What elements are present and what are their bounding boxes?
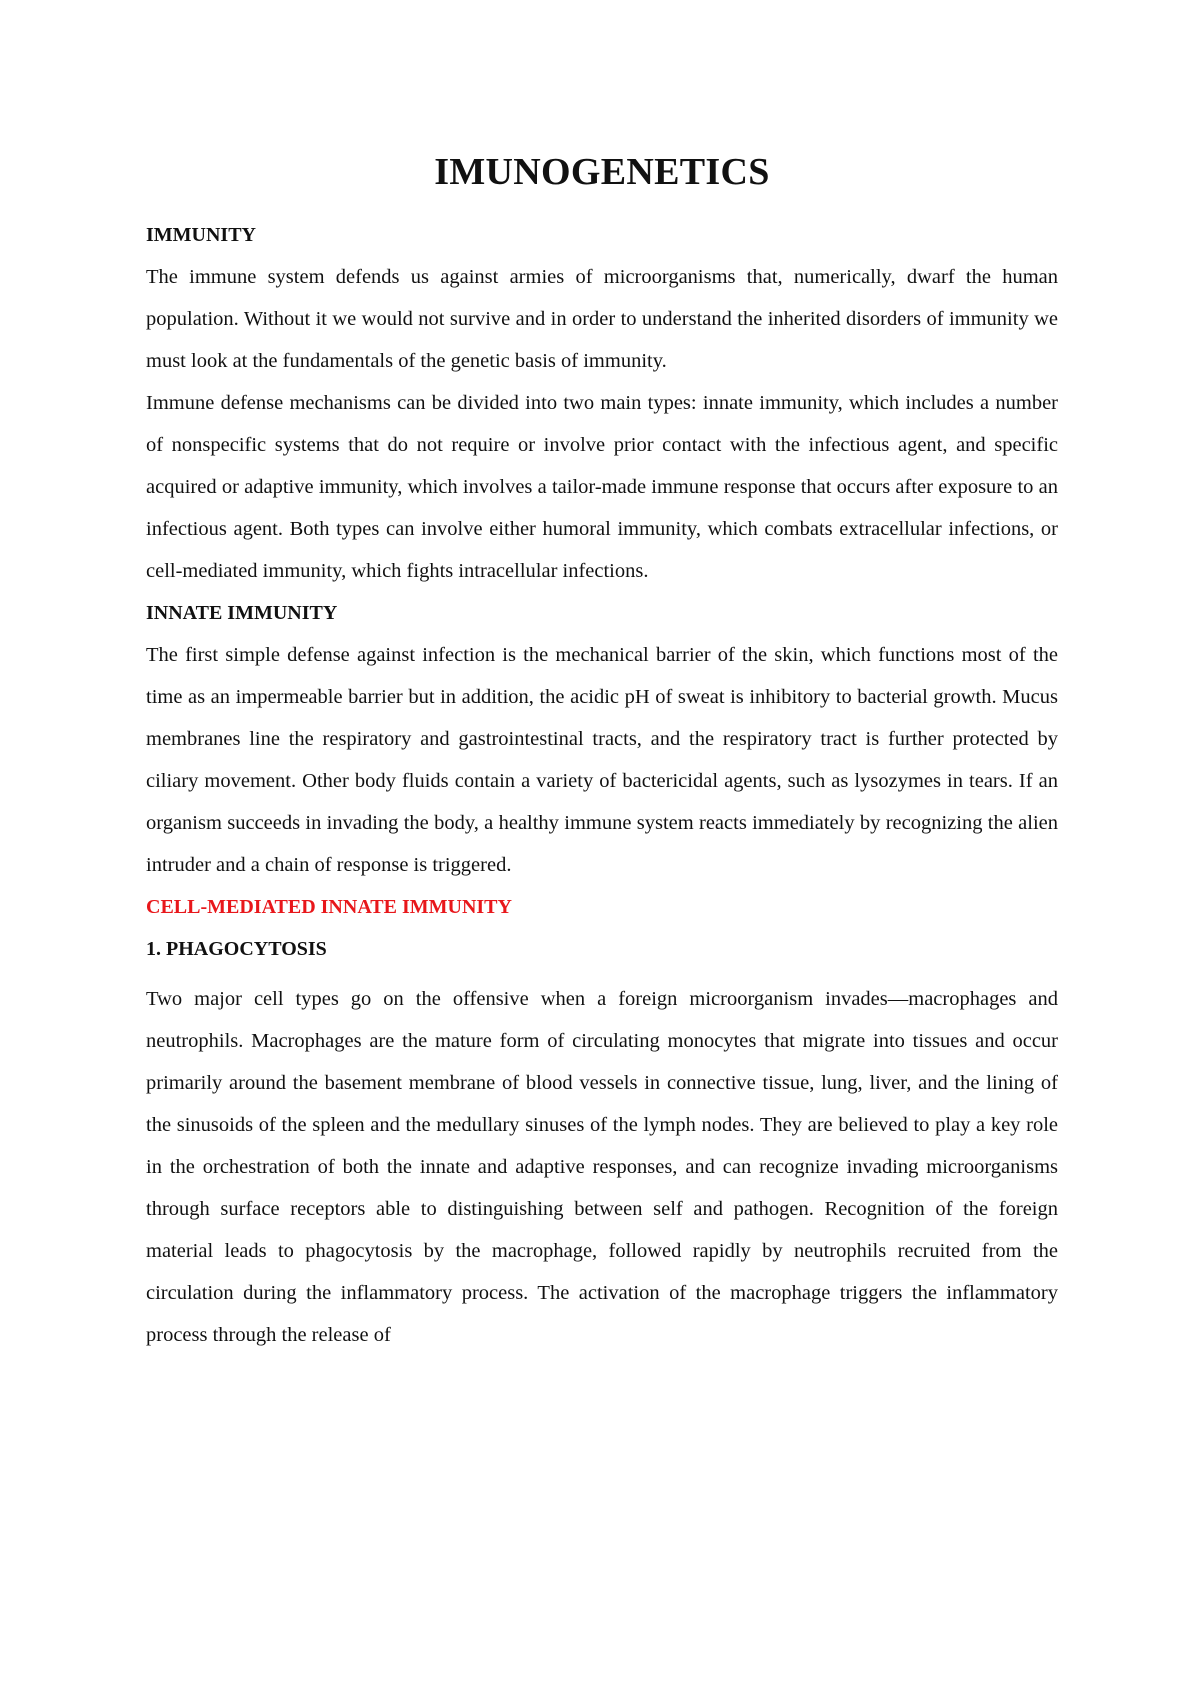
heading-innate-immunity: INNATE IMMUNITY	[146, 602, 338, 624]
document-title: IMUNOGENETICS	[434, 151, 770, 193]
heading-cell-mediated-innate-immunity: CELL-MEDIATED INNATE IMMUNITY	[146, 896, 512, 918]
paragraph-phagocytosis-1: Two major cell types go on the offensive when a foreign microorganism invades—macrophages and neutrophils. Macrophages are the mature form of circulating monocytes that migrate into tissues and occur primarily around the basement membrane of blood vessels in connective tissue, lung, liver, and the lining of the sinusoids of the spleen and the medullary sinuses of the lymph nodes. They are believed to play a key role in the orchestration of both the innate and adaptive responses, and can recognize invading microorganisms through surface receptors able to distinguishing between self and pathogen. Recognition of the foreign material leads to phagocytosis by the macrophage, followed rapidly by neutrophils recruited from the circulation during the inflammatory process. The activation of the macrophage triggers the inflammatory process through the release of	[146, 988, 1058, 1346]
paragraph-immunity-2: Immune defense mechanisms can be divided into two main types: innate immunity, which includes a number of nonspecific systems that do not require or involve prior contact with the infectious agent, and specific acquired or adaptive immunity, which involves a tailor-made immune response that occurs after exposure to an infectious agent. Both types can involve either humoral immunity, which combats extracellular infections, or cell-mediated immunity, which fights intracellular infections.	[146, 392, 1058, 582]
heading-immunity: IMMUNITY	[146, 224, 256, 246]
paragraph-immunity-1: The immune system defends us against armies of microorganisms that, numerically, dwarf the human population. Without it we would not survive and in order to understand the inherited disorders of immunity we must look at the fundamentals of the genetic basis of immunity.	[146, 266, 1058, 372]
paragraph-innate-1: The first simple defense against infection is the mechanical barrier of the skin, which functions most of the time as an impermeable barrier but in addition, the acidic pH of sweat is inhibitory to bacterial growth. Mucus membranes line the respiratory and gastrointestinal tracts, and the respiratory tract is further protected by ciliary movement. Other body fluids contain a variety of bactericidal agents, such as lysozymes in tears. If an organism succeeds in invading the body, a healthy immune system reacts immediately by recognizing the alien intruder and a chain of response is triggered.	[146, 644, 1058, 876]
document-body	[146, 150, 1058, 1356]
heading-phagocytosis: 1. PHAGOCYTOSIS	[146, 938, 327, 960]
